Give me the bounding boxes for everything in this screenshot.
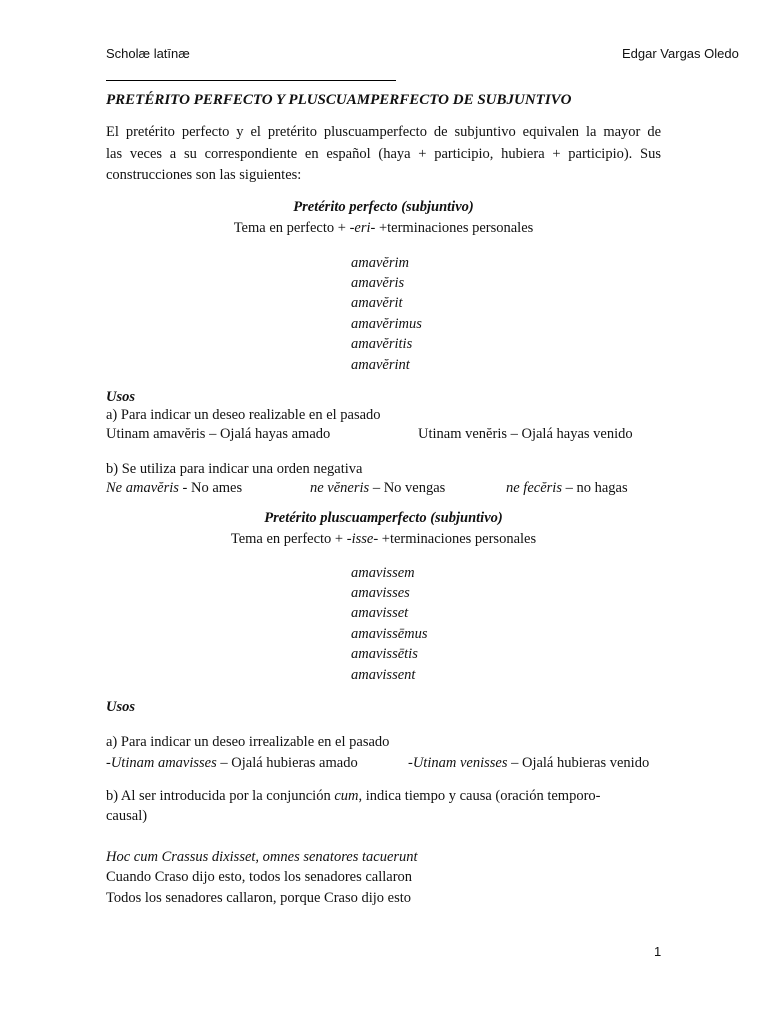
perfect-form: amavĕrint <box>351 357 410 373</box>
header-rule <box>106 80 396 81</box>
translation-text: – no hagas <box>561 480 628 496</box>
perfect-use-a-example: Utinam venĕris – Ojalá hayas venido <box>418 426 633 442</box>
formula-suffix: -eri- <box>349 220 376 236</box>
pluperfect-use-a-example <box>408 755 649 772</box>
pluperfect-usos-label: Usos <box>106 699 136 715</box>
perfect-form: amavĕrit <box>351 295 403 311</box>
pluperfect-example-translation: Todos los senadores callaron, porque Craso dijo esto <box>106 890 412 906</box>
translation-text: – Ojalá hubieras amado <box>216 755 358 771</box>
cum-word: cum <box>334 788 359 804</box>
perfect-use-a-example: Utinam amavĕris – Ojalá hayas amado <box>106 426 331 442</box>
pluperfect-example-latin: Hoc cum Crassus dixisset, omnes senatores tacuerunt <box>106 849 418 865</box>
pluperfect-form: amavisses <box>351 585 410 601</box>
pluperfect-heading: Pretérito pluscuamperfecto (subjuntivo) <box>264 510 503 526</box>
formula-text: Tema en perfecto + <box>233 220 350 236</box>
pluperfect-use-a-label: a) Para indicar un deseo irrealizable en el pasado <box>106 734 390 750</box>
perfect-heading: Pretérito perfecto (subjuntivo) <box>293 199 474 215</box>
latin-text: ne vĕneris <box>310 480 370 496</box>
latin-text: -Utinam amavisses <box>106 755 217 771</box>
perfect-form: amavĕris <box>351 275 405 291</box>
header-left: Scholæ latīnæ <box>106 46 190 61</box>
perfect-formula <box>106 220 661 237</box>
formula-text: +terminaciones personales <box>375 220 534 236</box>
pluperfect-use-b-line <box>106 788 600 805</box>
perfect-use-b-example <box>310 480 445 497</box>
use-b-text: b) Al ser introducida por la conjunción <box>106 788 335 804</box>
translation-text: – Ojalá hubieras venido <box>507 755 650 771</box>
pluperfect-form: amavissētis <box>351 646 418 662</box>
perfect-form: amavĕritis <box>351 336 413 352</box>
perfect-use-b-example <box>506 480 628 497</box>
perfect-use-b-label: b) Se utiliza para indicar una orden negativa <box>106 461 363 477</box>
pluperfect-formula <box>106 531 661 548</box>
formula-suffix: -isse- <box>346 531 379 547</box>
pluperfect-form: amavissent <box>351 667 416 683</box>
intro-line: construcciones son las siguientes: <box>106 167 302 183</box>
intro-line: El pretérito perfecto y el pretérito pluscuamperfecto de subjuntivo equivalen la mayor de <box>106 124 661 140</box>
pluperfect-form: amavissem <box>351 565 415 581</box>
translation-text: - No ames <box>178 480 243 496</box>
translation-text: – No vengas <box>369 480 446 496</box>
pluperfect-use-b-line: causal) <box>106 808 148 824</box>
page-title: PRETÉRITO PERFECTO Y PLUSCUAMPERFECTO DE SUBJUNTIVO <box>106 92 572 108</box>
perfect-form: amavĕrim <box>351 255 409 271</box>
formula-text: Tema en perfecto + <box>230 531 347 547</box>
latin-text: Ne amavĕris <box>106 480 179 496</box>
perfect-form: amavĕrimus <box>351 316 422 332</box>
perfect-use-a-label: a) Para indicar un deseo realizable en el pasado <box>106 407 381 423</box>
perfect-use-b-example <box>106 480 242 497</box>
latin-text: -Utinam venisses <box>408 755 508 771</box>
pluperfect-example-translation: Cuando Craso dijo esto, todos los senadores callaron <box>106 869 413 885</box>
pluperfect-form: amavisset <box>351 605 409 621</box>
intro-line: las veces a su correspondiente en español (haya + participio, hubiera + participio). Sus <box>106 145 661 162</box>
pluperfect-form: amavissēmus <box>351 626 428 642</box>
use-b-text: , indica tiempo y causa (oración temporo- <box>358 788 601 804</box>
page-number: 1 <box>654 944 662 959</box>
perfect-usos-label: Usos <box>106 389 136 405</box>
pluperfect-use-a-example <box>106 755 358 772</box>
latin-text: ne fecĕris <box>506 480 562 496</box>
formula-text: +terminaciones personales <box>378 531 537 547</box>
intro-paragraph <box>106 122 661 187</box>
header-right: Edgar Vargas Oledo <box>622 46 739 61</box>
